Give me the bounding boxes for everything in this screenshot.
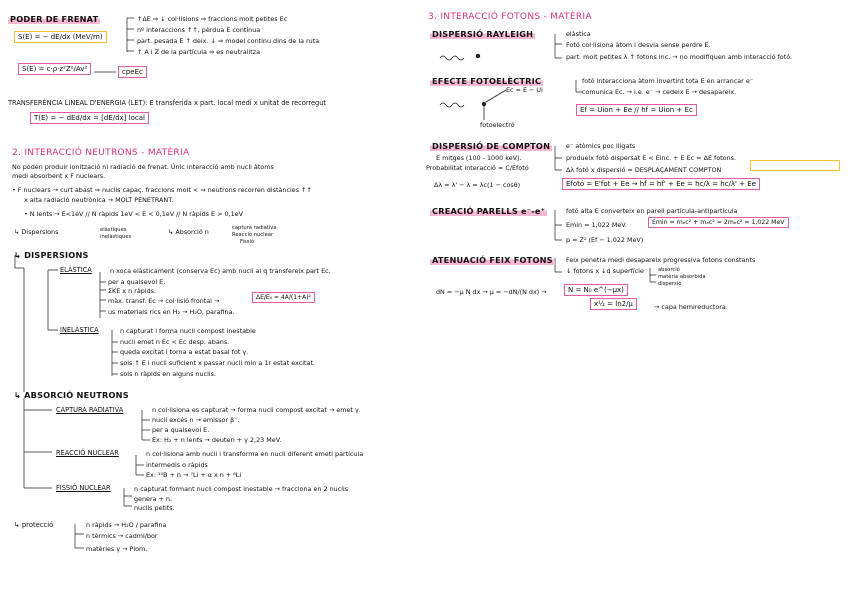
neutrons-bullet-1b: x alta radiació neutrònica → MOLT PENETRANT. xyxy=(24,196,174,204)
atenuacio-title: ATENUACIÓ FEIX FOTONS xyxy=(432,255,553,265)
parells-title: CREACIÓ PARELLS e⁻-e⁺ xyxy=(432,206,546,216)
parells-item-1: fotó alta E converteix en parell partícula-antipartícula xyxy=(566,207,738,215)
fotoelectric-ec-label: Ec = E − Ui xyxy=(506,86,543,94)
captura-item-4: Ex: H₂ + n lents → deuteri + γ 2,23 MeV. xyxy=(152,436,282,444)
rayleigh-item-2: Fotó col·lisiona àtom i desvia sense perdre E. xyxy=(566,41,711,49)
inelastica-item-2: nucli emet n Ec < Ec desp. abans. xyxy=(120,338,230,346)
fotoelectric-foto-label: fotoelectró xyxy=(480,121,515,129)
atenuacio-formula-3: x½ = ln2/μ xyxy=(590,298,637,310)
elastica-formula: ΔE/E₀ = 4A/(1+A)² xyxy=(252,292,315,303)
reaccio-label: REACCIÓ NUCLEAR xyxy=(56,449,119,457)
rayleigh-item-3: part. molt petites λ ↑ fotons inc. → no modifiquen amb interacció fotó. xyxy=(566,53,793,61)
compton-item-2: produeix fotó dispersat E < Einc. + E Ec = ΔE fotons. xyxy=(566,154,736,162)
compton-formula-1: Δλ = λ' − λ = λc(1 − cosθ) xyxy=(434,181,521,189)
compton-highlight-box xyxy=(750,160,840,171)
parells-item-2: Emin = 1,022 MeV. xyxy=(566,221,627,229)
inelastica-item-1: n capturat i forma nucli compost inestable xyxy=(120,327,256,335)
neutrons-abs-sub-3: Fissió xyxy=(240,239,255,245)
elastica-item-3: ΣKE x n ràpids. xyxy=(108,287,156,295)
absorcio-title: ↳ ABSORCIÓ NEUTRONS xyxy=(14,390,129,400)
poder-frenat-title: PODER DE FRENAT xyxy=(10,14,99,24)
reaccio-item-1: n col·lisiona amb nucli i transforma en nucli diferent emeti partícula xyxy=(146,450,364,458)
poder-formula-1: S(E) = − dE/dx (MeV/m) xyxy=(14,31,107,43)
proteccio-item-1: n ràpids → H₂O / parafina xyxy=(86,521,167,529)
parells-item-3: p = Z² (Ef − 1,022 MeV) xyxy=(566,236,644,244)
fissio-label: FISSIÓ NUCLEAR xyxy=(56,484,111,492)
neutrons-bullet-1: • F nuclears → curt abast ⇒ nuclis capaç. fraccions molt < ⇒ neutrons recorren distàncies ↑↑ xyxy=(12,186,312,194)
atenuacio-item-1: Feix penetra medi desapareix progressiva fotons constants xyxy=(566,256,756,264)
proteccio-item-3: matèries γ → Plom. xyxy=(86,545,148,553)
fotoelectric-formula: Ef = Uion + Ee // hf = Uion + Ec xyxy=(576,104,697,116)
elastica-item-2: per a qualsevol E. xyxy=(108,278,166,286)
atenuacio-formula-2: N = N₀ e^(−μx) xyxy=(564,284,628,296)
neutrons-disp-sub-1: elàstiques xyxy=(100,227,127,233)
reaccio-item-3: Ex: ¹⁰B + n → ⁷Li + α x n + ⁶Li xyxy=(146,471,242,479)
fissio-item-2: genera + n. xyxy=(134,495,173,503)
fissio-item-3: nuclis petits. xyxy=(134,504,175,512)
inelastica-item-5: sols n ràpids en alguns nuclis. xyxy=(120,370,216,378)
poder-item-2: nº interaccions ↑↑, pèrdua E contínua xyxy=(137,26,261,34)
let-formula: T(E) = − dEd/dx = [dE/dx] local xyxy=(30,112,149,124)
compton-title: DISPERSIÓ DE COMPTON xyxy=(432,141,551,151)
elastica-item-1: n xoca elàsticament (conserva Ec) amb nucli al q transfereix part Ec. xyxy=(110,267,331,275)
neutrons-intro-2: medi absorbent x F nuclears. xyxy=(12,172,106,180)
poder-result: cpeEc xyxy=(118,66,147,78)
compton-item-3: Δλ fotó x dispersió = DESPLAÇAMENT COMPTON xyxy=(566,166,722,174)
atenuacio-sub-2: matèria absorbida xyxy=(658,274,706,280)
fotoelectric-item-1: fotó interacciona àtom invertint tota E en arrancar e⁻ xyxy=(582,77,754,85)
fotoelectric-title: EFECTE FOTOELÈCTRIC xyxy=(432,76,542,86)
elastica-item-4: màx. transf. Ec → col·lisió frontal → xyxy=(108,297,220,305)
neutrons-disp-label: ↳ Dispersions xyxy=(14,228,59,236)
atenuacio-sub-1: absorció xyxy=(658,267,680,273)
fissio-item-1: n capturat formant nucli compost inestable → fracciona en 2 nuclis xyxy=(134,485,349,493)
neutrons-abs-label: ↳ Absorció n xyxy=(168,228,209,236)
photon-wave-icons xyxy=(440,54,506,120)
neutrons-abs-sub-2: Reacció nuclear xyxy=(232,232,274,238)
neutrons-disp-sub-2: inelàstiques xyxy=(100,234,132,240)
compton-left-2: Probabilitat interacció = C/Efotó xyxy=(426,164,529,172)
atenuacio-sub-3: dispersió xyxy=(658,281,682,287)
proteccio-label: ↳ protecció xyxy=(14,521,54,529)
compton-item-1: e⁻ atòmics poc lligats xyxy=(566,142,636,150)
poder-item-3: part. pesada E ↑ deix. ↓ ⇒ model continu dins de la ruta xyxy=(137,37,320,45)
let-title: TRANSFERÈNCIA LINEAL D'ENERGIA (LET): E transferida x part. local medi x unitat de recorregut xyxy=(8,99,326,107)
poder-formula-2: S(E) = c·ρ·z²Z²/Av² xyxy=(18,63,91,75)
inelastica-item-3: queda excitat i torna a estat basal fot γ. xyxy=(120,348,249,356)
compton-formula-2: Efotó = E'fot + Ee → hf = hf' + Ee = hc/λ = hc/λ' + Ee xyxy=(562,178,760,190)
reaccio-item-2: intermedis o ràpids xyxy=(146,461,208,469)
compton-left-1: E mitges (100 - 1000 keV). xyxy=(436,154,522,162)
parells-formula: Emin = mₑc² + mₑc² = 2mₑc² = 1,022 MeV xyxy=(648,217,789,228)
inelastica-item-4: sols ↑ E i nucli suficient x passar nucli min a 1r estat excitat. xyxy=(120,359,315,367)
fotons-heading: 3. INTERACCIÓ FOTONS - MATÈRIA xyxy=(428,12,592,22)
poder-item-1: ↑ΔE ⇒ ↓ col·lisions ⇒ fraccions molt petites Ec xyxy=(137,15,288,23)
captura-item-2: nucli excés n → emissor β⁻. xyxy=(152,416,240,424)
elastica-item-5: us materials rics en H₂ → H₂O, parafina. xyxy=(108,308,235,316)
rayleigh-item-1: elàstica xyxy=(566,30,591,38)
fotoelectric-item-2: comunica Ec. → i.e. e⁻ → cedeix E → desapareix. xyxy=(582,88,737,96)
atenuacio-formula-1: dN = −μ N dx → μ = −dN/(N dx) → xyxy=(436,288,547,296)
captura-item-1: n col·lisiona es capturat → forma nucli compost excitat → emet γ. xyxy=(152,406,361,414)
inelastica-label: INELÀSTICA xyxy=(60,326,99,334)
poder-item-4: ↑ A i Z de la partícula ⇒ es neutralitza xyxy=(137,48,261,56)
atenuacio-hvl: → capa hemireductora. xyxy=(654,303,728,311)
neutrons-bullet-2: • N lents → E<1eV // N ràpids 1eV < E < 0,1eV // N ràpids E > 0,1eV xyxy=(24,210,243,218)
dispersions-title: ↳ DISPERSIONS xyxy=(14,250,89,260)
captura-item-3: per a qualsevol E. xyxy=(152,426,210,434)
captura-label: CAPTURA RADIATIVA xyxy=(56,406,124,414)
proteccio-item-2: n tèrmics → cadmi/bor xyxy=(86,532,158,540)
atenuacio-item-2: ↓ fotons x ↓d superfície xyxy=(566,267,644,275)
neutrons-intro-1: No poden produir ionització ni radiació de frenat. Únic interacció amb nucli àtoms xyxy=(12,163,274,171)
elastica-label: ELÀSTICA xyxy=(60,266,92,274)
rayleigh-title: DISPERSIÓ RAYLEIGH xyxy=(432,29,534,39)
neutrons-abs-sub-1: captura radiativa xyxy=(232,225,277,231)
neutrons-heading: 2. INTERACCIÓ NEUTRONS - MATÈRIA xyxy=(12,148,190,158)
